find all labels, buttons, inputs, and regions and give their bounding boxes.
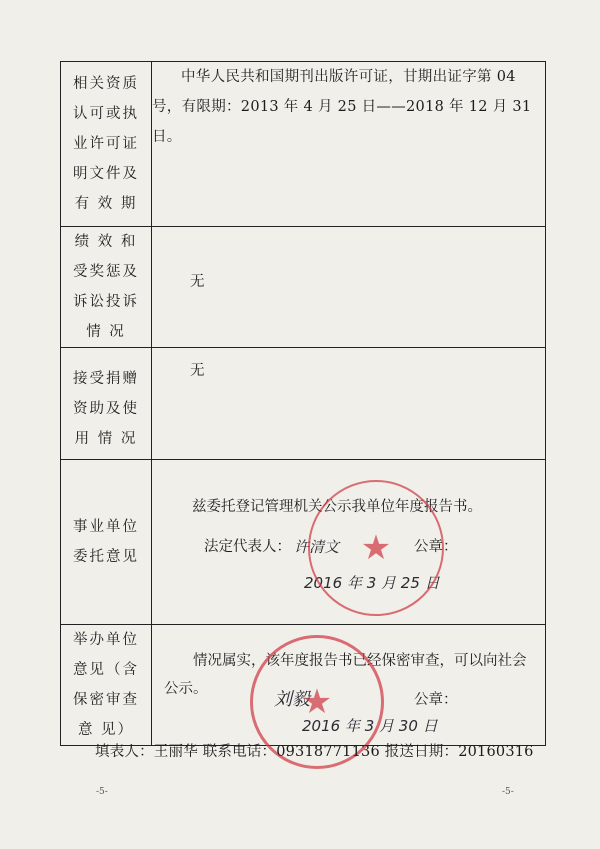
entrust-date: 2016 年 3 月 25 日 <box>304 574 440 592</box>
seal-star-icon: ★ <box>301 682 333 722</box>
form-row-qualification <box>61 62 546 227</box>
label-line: 认可或执 <box>73 106 139 122</box>
label-line: 绩 效 和 <box>74 234 138 250</box>
label-donations <box>61 348 152 460</box>
label-line: 情 况 <box>86 324 126 340</box>
label-line: 诉讼投诉 <box>73 294 139 310</box>
page-number-right: -5- <box>502 787 514 797</box>
page-number-left: -5- <box>96 787 108 797</box>
label-qualification <box>61 62 152 227</box>
license-text: 中华人民共和国期刊出版许可证，甘期出证字第 04 号，有限期：2013 年 4 月 25 日——2018 年 12 月 31 日。 <box>152 69 532 145</box>
seal-star-icon: ★ <box>360 528 392 568</box>
form-row-entrust <box>61 460 546 625</box>
content-sponsor <box>152 625 546 746</box>
content-performance <box>152 227 546 348</box>
sponsor-statement: 情况属实，该年度报告书已经保密审查，可以向社会公示。 <box>164 653 527 697</box>
form-footer: 填表人：王丽华 联系电话：09318771136 报送日期：20160316 <box>95 744 534 760</box>
label-line: 明文件及 <box>73 166 139 182</box>
form-row-donations <box>61 348 546 460</box>
label-line: 有 效 期 <box>74 196 138 212</box>
seal-label: 公章： <box>414 692 458 708</box>
label-line: 资助及使 <box>73 400 139 417</box>
label-sponsor <box>61 625 152 746</box>
label-line: 意见（含 <box>73 662 139 678</box>
content-qualification <box>152 62 546 227</box>
content-entrust <box>152 460 546 625</box>
label-line: 保密审查 <box>73 692 139 708</box>
legal-rep-signature: 许清文 <box>294 538 340 556</box>
label-line: 举办单位 <box>73 632 139 648</box>
label-line: 事业单位 <box>73 519 139 535</box>
label-line: 相关资质 <box>73 76 139 92</box>
performance-value: 无 <box>190 274 205 290</box>
form-row-sponsor <box>61 625 546 746</box>
entrust-statement: 兹委托登记管理机关公示我单位年度报告书。 <box>192 499 482 515</box>
annual-report-form-table <box>60 61 546 746</box>
label-entrust <box>61 460 152 625</box>
label-line: 业许可证 <box>73 136 139 152</box>
sponsor-signature: 刘毅 <box>274 689 310 710</box>
label-line: 委托意见 <box>73 549 139 565</box>
content-donations <box>152 348 546 460</box>
label-line: 接受捐赠 <box>73 370 139 387</box>
label-line: 意 见） <box>77 722 135 738</box>
seal-label: 公章： <box>414 539 458 555</box>
form-row-performance <box>61 227 546 348</box>
label-line: 受奖惩及 <box>73 264 139 280</box>
donations-value: 无 <box>190 363 205 379</box>
label-performance <box>61 227 152 348</box>
legal-rep-label: 法定代表人： <box>204 539 291 555</box>
official-seal-stamp <box>308 480 444 616</box>
sponsor-date: 2016 年 3 月 30 日 <box>302 717 438 735</box>
label-line: 用 情 况 <box>74 430 138 447</box>
